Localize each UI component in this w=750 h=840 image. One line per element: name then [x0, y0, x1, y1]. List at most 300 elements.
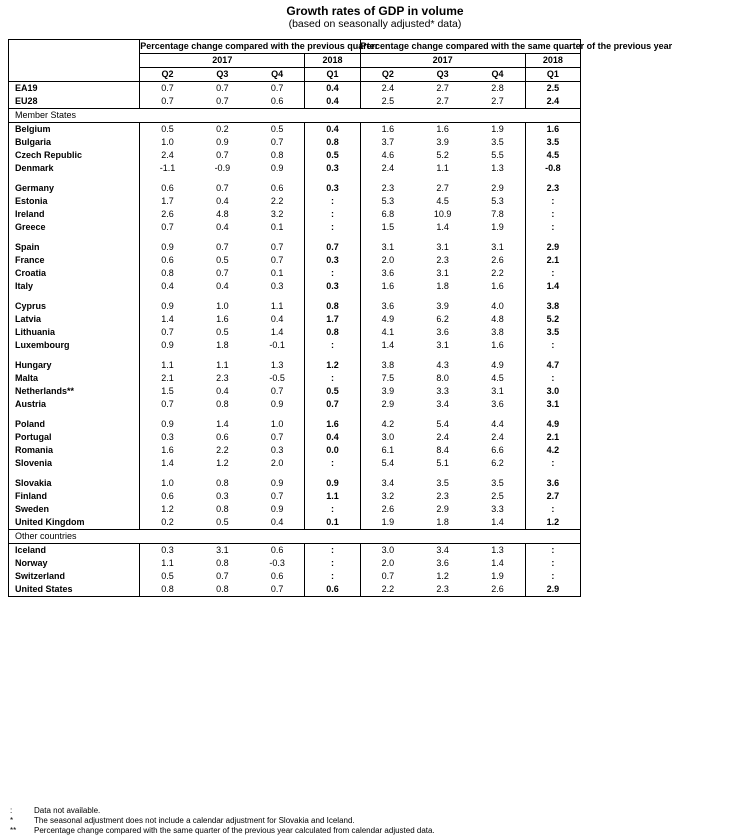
value-cell: 3.4: [360, 477, 415, 490]
value-cell: :: [525, 208, 580, 221]
country-label: United Kingdom: [15, 517, 85, 527]
country-label: Lithuania: [15, 327, 55, 337]
quarter-header: Q1: [305, 68, 360, 82]
footnotes: [8, 806, 608, 836]
footnote-mark: **: [10, 826, 17, 835]
country-label: Greece: [15, 222, 46, 232]
value-cell: 0.8: [140, 583, 195, 597]
value-cell: 3.4: [436, 399, 449, 409]
value-cell: :: [305, 570, 360, 583]
value-cell: 1.3: [491, 163, 504, 173]
value-cell: 4.9: [360, 313, 415, 326]
value-cell: 1.4: [140, 457, 195, 470]
value-cell: -0.9: [214, 163, 231, 173]
value-cell: 2.7: [436, 183, 449, 193]
value-cell: 1.8: [436, 281, 449, 291]
value-cell: 0.8: [216, 504, 229, 514]
value-cell: 0.9: [270, 399, 284, 409]
value-cell: 0.8: [305, 136, 360, 149]
value-cell: 4.9: [525, 418, 580, 431]
value-cell: 1.4: [491, 517, 504, 527]
value-cell: 0.7: [216, 183, 229, 193]
value-cell: 0.4: [216, 386, 229, 396]
year-header-2018-left: 2018: [305, 54, 360, 68]
spacer-row: [9, 234, 581, 241]
country-label: Ireland: [15, 209, 45, 219]
value-cell: 2.2: [360, 583, 415, 597]
table-row: [9, 326, 581, 339]
value-cell: 0.3: [270, 281, 284, 291]
value-cell: 1.5: [140, 385, 195, 398]
country-label: Poland: [15, 419, 46, 429]
country-label: Denmark: [15, 163, 54, 173]
value-cell: 4.9: [491, 360, 504, 370]
value-cell: 1.2: [216, 458, 229, 468]
value-cell: 0.6: [270, 96, 284, 106]
value-cell: 0.3: [216, 491, 229, 501]
value-cell: 4.7: [525, 359, 580, 372]
value-cell: 3.2: [270, 209, 284, 219]
value-cell: 1.8: [216, 340, 229, 350]
value-cell: 0.7: [216, 571, 229, 581]
value-cell: 1.0: [216, 301, 229, 311]
value-cell: 3.7: [360, 136, 415, 149]
value-cell: 3.6: [436, 327, 449, 337]
value-cell: 8.4: [436, 445, 449, 455]
value-cell: 2.6: [140, 208, 195, 221]
value-cell: 4.2: [525, 444, 580, 457]
value-cell: 3.5: [491, 137, 504, 147]
value-cell: 5.2: [525, 313, 580, 326]
value-cell: :: [525, 221, 580, 234]
spacer-row: [9, 470, 581, 477]
value-cell: 4.8: [216, 209, 229, 219]
value-cell: -1.1: [140, 162, 195, 175]
value-cell: 2.1: [140, 372, 195, 385]
value-cell: 2.1: [525, 431, 580, 444]
value-cell: 0.8: [216, 478, 229, 488]
value-cell: :: [525, 544, 580, 558]
country-label: Norway: [15, 558, 48, 568]
value-cell: 2.6: [491, 584, 504, 594]
value-cell: 5.3: [491, 196, 504, 206]
table-row: [9, 313, 581, 326]
value-cell: 1.4: [216, 419, 229, 429]
value-cell: 3.1: [195, 544, 250, 558]
country-label: Cyprus: [15, 301, 47, 311]
value-cell: 3.6: [491, 399, 504, 409]
value-cell: 2.4: [360, 162, 415, 175]
value-cell: 1.6: [360, 123, 415, 137]
value-cell: 1.2: [525, 516, 580, 530]
value-cell: 10.9: [433, 209, 452, 219]
value-cell: -0.8: [525, 162, 580, 175]
value-cell: 0.3: [305, 182, 360, 195]
value-cell: 3.8: [360, 359, 415, 372]
country-label: Hungary: [15, 360, 52, 370]
value-cell: 0.9: [140, 241, 195, 254]
value-cell: 0.1: [270, 268, 284, 278]
table-row: [9, 123, 581, 137]
table-row: [9, 490, 581, 503]
value-cell: 3.1: [491, 386, 504, 396]
value-cell: 7.5: [360, 372, 415, 385]
value-cell: 1.9: [360, 516, 415, 530]
country-label: Latvia: [15, 314, 42, 324]
country-label: Slovenia: [15, 458, 53, 468]
footnote: [8, 826, 608, 836]
value-cell: 0.8: [216, 399, 229, 409]
country-label: Estonia: [15, 196, 48, 206]
value-cell: 0.9: [140, 339, 195, 352]
gdp-growth-table: [8, 39, 673, 597]
value-cell: 1.2: [305, 359, 360, 372]
value-cell: 2.4: [525, 95, 580, 109]
value-cell: 2.2: [216, 445, 229, 455]
value-cell: 1.4: [140, 313, 195, 326]
value-cell: 0.7: [270, 584, 284, 594]
value-cell: 0.4: [270, 314, 284, 324]
value-cell: 2.5: [491, 491, 504, 501]
value-cell: :: [525, 195, 580, 208]
value-cell: 1.1: [140, 359, 195, 372]
value-cell: 3.0: [360, 544, 415, 558]
value-cell: 1.8: [436, 517, 449, 527]
value-cell: 3.5: [525, 326, 580, 339]
value-cell: 3.0: [525, 385, 580, 398]
value-cell: :: [525, 339, 580, 352]
value-cell: 1.6: [525, 123, 580, 137]
table-row: [9, 241, 581, 254]
country-label: Austria: [15, 399, 47, 409]
section-label: Member States: [9, 109, 581, 123]
value-cell: 5.3: [360, 195, 415, 208]
value-cell: 2.4: [436, 432, 449, 442]
value-cell: 3.4: [415, 544, 470, 558]
value-cell: 1.4: [436, 222, 449, 232]
group-header-previous-quarter: Percentage change compared with the previous quarter: [140, 40, 360, 54]
value-cell: :: [305, 457, 360, 470]
table-row: [9, 339, 581, 352]
value-cell: :: [525, 267, 580, 280]
value-cell: 1.0: [140, 136, 195, 149]
value-cell: 2.2: [491, 268, 504, 278]
value-cell: 2.7: [436, 96, 449, 106]
value-cell: 0.2: [195, 123, 250, 137]
value-cell: 0.7: [216, 268, 229, 278]
value-cell: :: [525, 570, 580, 583]
value-cell: 4.1: [360, 326, 415, 339]
value-cell: 0.3: [140, 431, 195, 444]
value-cell: 3.1: [360, 241, 415, 254]
value-cell: 0.9: [140, 300, 195, 313]
value-cell: 2.3: [436, 584, 449, 594]
value-cell: 1.5: [360, 221, 415, 234]
value-cell: 0.6: [270, 183, 284, 193]
value-cell: 1.0: [140, 477, 195, 490]
value-cell: :: [525, 457, 580, 470]
value-cell: 1.2: [140, 503, 195, 516]
value-cell: 3.0: [360, 431, 415, 444]
value-cell: 4.8: [491, 314, 504, 324]
value-cell: 0.7: [270, 137, 284, 147]
value-cell: 1.6: [305, 418, 360, 431]
value-cell: 0.8: [305, 300, 360, 313]
country-label: Malta: [15, 373, 39, 383]
value-cell: :: [525, 503, 580, 516]
value-cell: :: [525, 372, 580, 385]
value-cell: 3.8: [525, 300, 580, 313]
value-cell: 1.1: [140, 557, 195, 570]
quarter-header: Q2: [360, 68, 415, 82]
value-cell: 0.5: [216, 327, 229, 337]
value-cell: 5.1: [436, 458, 449, 468]
value-cell: 1.9: [491, 222, 504, 232]
value-cell: 0.3: [305, 280, 360, 293]
country-label: Netherlands**: [15, 386, 75, 396]
value-cell: 0.7: [140, 221, 195, 234]
table-row: [9, 477, 581, 490]
value-cell: 0.4: [305, 82, 360, 96]
country-label: Czech Republic: [15, 150, 83, 160]
value-cell: 2.9: [525, 241, 580, 254]
table-row: [9, 457, 581, 470]
value-cell: 6.8: [360, 208, 415, 221]
value-cell: 0.5: [140, 570, 195, 583]
value-cell: 0.7: [270, 432, 284, 442]
value-cell: -0.1: [269, 340, 285, 350]
value-cell: 0.5: [250, 123, 305, 137]
value-cell: 0.7: [250, 82, 305, 96]
section-row: [9, 109, 581, 123]
value-cell: 5.5: [491, 150, 504, 160]
value-cell: 3.3: [436, 386, 449, 396]
table-row: [9, 372, 581, 385]
value-cell: 0.5: [140, 123, 195, 137]
value-cell: 3.6: [360, 300, 415, 313]
value-cell: 0.5: [216, 517, 229, 527]
table-row: [9, 280, 581, 293]
value-cell: 3.6: [436, 558, 449, 568]
value-cell: 1.7: [140, 195, 195, 208]
value-cell: 0.7: [216, 96, 229, 106]
value-cell: 0.4: [216, 196, 229, 206]
value-cell: 0.9: [140, 418, 195, 431]
country-label: Bulgaria: [15, 137, 52, 147]
spacer-row: [9, 411, 581, 418]
value-cell: 0.9: [270, 163, 284, 173]
value-cell: 1.4: [525, 280, 580, 293]
table-row: [9, 267, 581, 280]
value-cell: 0.7: [140, 398, 195, 411]
country-label: Iceland: [9, 544, 140, 558]
table-row: [9, 544, 581, 558]
value-cell: 1.6: [140, 444, 195, 457]
value-cell: 2.4: [491, 432, 504, 442]
value-cell: 0.7: [305, 398, 360, 411]
value-cell: 1.6: [216, 314, 229, 324]
value-cell: 0.6: [305, 583, 360, 597]
value-cell: 4.5: [436, 196, 449, 206]
value-cell: 0.7: [270, 242, 284, 252]
value-cell: 0.7: [140, 95, 195, 109]
value-cell: 1.9: [491, 571, 504, 581]
value-cell: 0.7: [140, 82, 195, 96]
value-cell: 1.6: [491, 340, 504, 350]
value-cell: 0.8: [216, 558, 229, 568]
quarter-header: Q2: [140, 68, 195, 82]
value-cell: 1.0: [270, 419, 284, 429]
value-cell: 2.9: [360, 398, 415, 411]
value-cell: 0.8: [140, 267, 195, 280]
value-cell: 2.0: [360, 557, 415, 570]
value-cell: 0.7: [216, 150, 229, 160]
value-cell: 3.9: [436, 137, 449, 147]
value-cell: 3.9: [360, 385, 415, 398]
value-cell: 1.1: [216, 360, 229, 370]
value-cell: 2.5: [360, 95, 415, 109]
value-cell: 1.7: [305, 313, 360, 326]
table-row: [9, 195, 581, 208]
group-header-previous-year: Percentage change compared with the same quarter of the previous year: [360, 40, 580, 54]
year-header-2017-left: 2017: [140, 54, 305, 68]
value-cell: 3.6: [360, 267, 415, 280]
value-cell: 0.7: [270, 491, 284, 501]
value-cell: 1.1: [305, 490, 360, 503]
value-cell: 0.4: [216, 281, 229, 291]
value-cell: 3.1: [436, 268, 449, 278]
value-cell: 0.1: [270, 222, 284, 232]
value-cell: 2.9: [491, 183, 504, 193]
value-cell: 0.7: [195, 82, 250, 96]
table-row: [9, 444, 581, 457]
table-row: [9, 82, 581, 96]
value-cell: 1.6: [491, 281, 504, 291]
page-title: Growth rates of GDP in volume: [286, 4, 464, 18]
value-cell: 0.7: [270, 255, 284, 265]
value-cell: 1.1: [270, 301, 284, 311]
value-cell: 0.6: [250, 544, 305, 558]
table-row: [9, 398, 581, 411]
table-row: [9, 418, 581, 431]
value-cell: 2.7: [525, 490, 580, 503]
value-cell: 0.1: [305, 516, 360, 530]
table-row: [9, 359, 581, 372]
value-cell: 4.0: [491, 301, 504, 311]
table-row: [9, 149, 581, 162]
value-cell: 2.7: [415, 82, 470, 96]
value-cell: 0.4: [140, 280, 195, 293]
quarter-header: Q4: [271, 69, 284, 79]
value-cell: 0.3: [140, 544, 195, 558]
value-cell: 4.2: [360, 418, 415, 431]
table-row: [9, 208, 581, 221]
value-cell: 3.8: [491, 327, 504, 337]
value-cell: 2.3: [216, 373, 229, 383]
value-cell: 0.4: [305, 431, 360, 444]
value-cell: 3.5: [436, 478, 449, 488]
value-cell: 0.7: [140, 326, 195, 339]
value-cell: 1.3: [270, 360, 284, 370]
value-cell: 2.6: [360, 503, 415, 516]
section-row: [9, 530, 581, 544]
value-cell: 6.2: [491, 458, 504, 468]
value-cell: 4.4: [491, 419, 504, 429]
value-cell: 2.5: [525, 82, 580, 96]
value-cell: 2.2: [270, 196, 284, 206]
spacer-row: [9, 352, 581, 359]
value-cell: 8.0: [436, 373, 449, 383]
value-cell: 1.4: [360, 339, 415, 352]
value-cell: :: [305, 503, 360, 516]
value-cell: 1.6: [415, 123, 470, 137]
value-cell: -0.3: [269, 558, 285, 568]
value-cell: 0.8: [216, 584, 229, 594]
value-cell: 0.6: [140, 254, 195, 267]
footnote-text: Data not available.: [34, 806, 101, 815]
value-cell: 0.6: [270, 571, 284, 581]
table-row: [9, 570, 581, 583]
value-cell: :: [305, 267, 360, 280]
page-subtitle: (based on seasonally adjusted* data): [288, 18, 462, 30]
quarter-header: Q3: [216, 69, 229, 79]
table-row: [9, 503, 581, 516]
value-cell: 5.4: [360, 457, 415, 470]
value-cell: :: [305, 195, 360, 208]
country-label: Italy: [15, 281, 34, 291]
country-label: Switzerland: [15, 571, 66, 581]
value-cell: 0.7: [305, 241, 360, 254]
value-cell: 7.8: [491, 209, 504, 219]
table-row: [9, 182, 581, 195]
country-label: Finland: [15, 491, 47, 501]
value-cell: 6.1: [360, 444, 415, 457]
value-cell: 1.4: [270, 327, 284, 337]
value-cell: 0.9: [270, 504, 284, 514]
country-label: Slovakia: [15, 478, 52, 488]
value-cell: :: [305, 544, 360, 558]
table-row: [9, 254, 581, 267]
value-cell: 2.7: [491, 96, 504, 106]
value-cell: 0.3: [305, 254, 360, 267]
country-label: Sweden: [15, 504, 50, 514]
value-cell: 2.3: [436, 491, 449, 501]
value-cell: 2.8: [470, 82, 525, 96]
table-row: [9, 385, 581, 398]
value-cell: 2.4: [140, 149, 195, 162]
spacer-row: [9, 175, 581, 182]
value-cell: -0.5: [269, 373, 285, 383]
value-cell: 4.5: [525, 149, 580, 162]
value-cell: 1.1: [436, 163, 449, 173]
value-cell: 0.9: [270, 478, 284, 488]
country-label: Belgium: [9, 123, 140, 137]
value-cell: 3.1: [436, 242, 449, 252]
value-cell: 0.3: [270, 445, 284, 455]
year-header-2017-right: 2017: [360, 54, 525, 68]
value-cell: 1.9: [470, 123, 525, 137]
value-cell: 0.4: [305, 123, 360, 137]
table-row: [9, 95, 581, 109]
value-cell: 1.3: [470, 544, 525, 558]
value-cell: 0.2: [140, 516, 195, 530]
footnote: [8, 806, 608, 816]
value-cell: :: [525, 557, 580, 570]
table-row: [9, 516, 581, 530]
value-cell: 1.2: [436, 571, 449, 581]
value-cell: :: [305, 221, 360, 234]
value-cell: 5.4: [436, 419, 449, 429]
